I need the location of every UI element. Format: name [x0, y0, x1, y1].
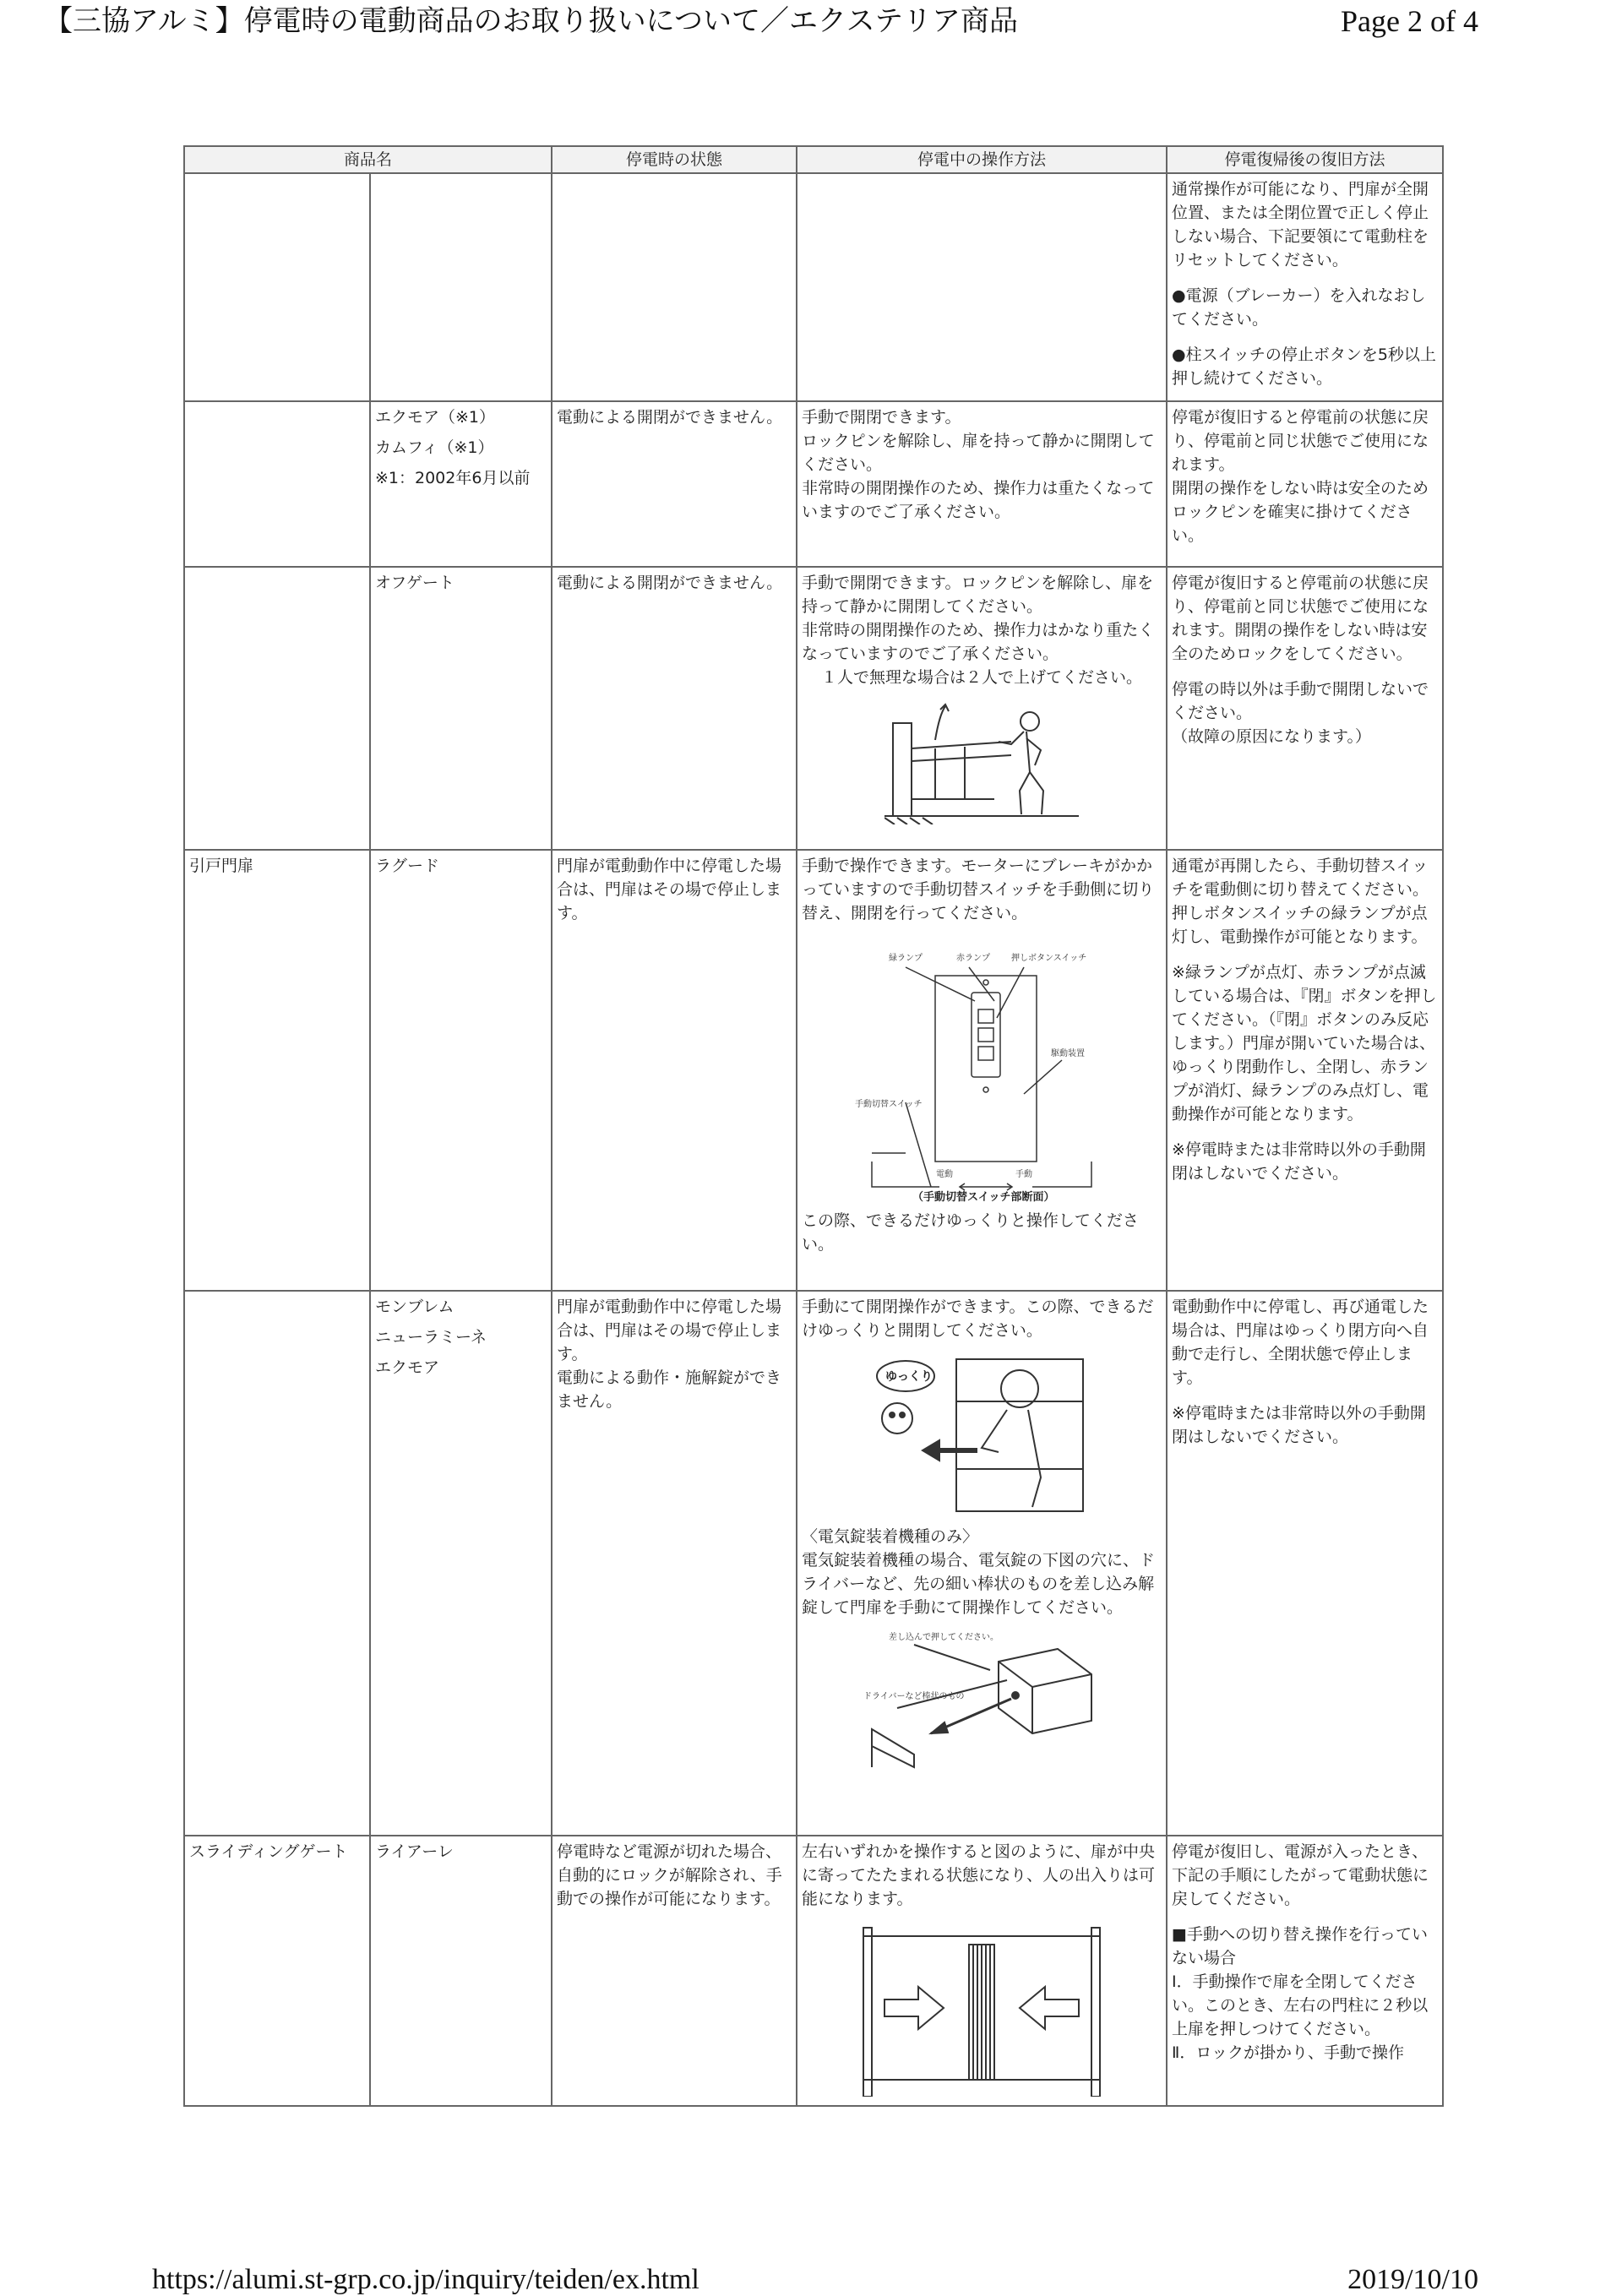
- recovery-cell: [1167, 567, 1443, 850]
- page-number: Page 2 of 4: [1341, 4, 1478, 38]
- recovery-steps: ■手動への切り替え操作を行っていない場合 Ⅰ．手動操作で扉を全閉してください。このとき、左右の門柱に２秒以上扉を押しつけてください。 Ⅱ．ロックが掛かり、手動で操作: [1172, 1925, 1429, 2062]
- name-cell: ラグード: [370, 850, 552, 1291]
- figure-label-green-lamp: 緑ランプ: [889, 954, 923, 963]
- gate-lifting-illustration: [884, 698, 1079, 824]
- name-cell: オフゲート: [370, 567, 552, 850]
- product-name: モンブレム: [375, 1298, 454, 1316]
- header-recovery-method: 停電復帰後の復旧方法: [1167, 146, 1443, 173]
- recovery-text: ※緑ランプが点灯、赤ランプが点滅している場合は、『閉』ボタンを押してください。（『閉』ボタンのみ反応します。）門扉が開いていた場合は、ゆっくり閉動作し、全閉し、赤ランプが消灯、緑ランプのみ点灯し、電動操作が可能となります。: [1172, 963, 1437, 1124]
- figure-label-drive-unit: 駆動装置: [1051, 1049, 1086, 1058]
- product-name: カムフィ（※1）: [375, 438, 494, 457]
- product-name: エクモア: [375, 1358, 440, 1377]
- operation-cell: [797, 1291, 1167, 1836]
- state-text: 門扉が電動動作中に停電した場合は、門扉はその場で停止します。 電動による動作・施解錠ができません。: [557, 1298, 782, 1411]
- recovery-cell: [1167, 1836, 1443, 2106]
- state-cell: 電動による開閉ができません。: [552, 401, 797, 567]
- table-row: [184, 1291, 1443, 1836]
- recovery-cell: [1167, 173, 1443, 401]
- state-cell: [552, 1291, 797, 1836]
- recovery-text: 通電が再開したら、手動切替スイッチを電動側に切り替えてください。押しボタンスイッチの緑ランプが点灯し、電動操作が可能となります。: [1172, 857, 1429, 946]
- figure-label-manual-switch: 手動切替スイッチ: [855, 1100, 923, 1109]
- header-outage-operation: 停電中の操作方法: [797, 146, 1167, 173]
- operation-note: この際、できるだけゆっくりと操作してください。: [802, 1211, 1139, 1254]
- electric-lock-illustration: [863, 1628, 1100, 1771]
- name-cell: [370, 401, 552, 567]
- footer-url: https://alumi.st-grp.co.jp/inquiry/teiden/ex.html: [152, 2264, 699, 2295]
- figure-label-insert: 差し込んで押してください。: [889, 1633, 999, 1642]
- figure-label-driver: ドライバーなど棒状のもの: [863, 1692, 965, 1701]
- recovery-cell: [1167, 401, 1443, 567]
- recovery-text: 停電が復旧し、電源が入ったとき、下記の手順にしたがって電動状態に戻してください。: [1172, 1842, 1429, 1908]
- speech-bubble-text: ゆっくり: [885, 1370, 933, 1384]
- figure-label-red-lamp: 赤ランプ: [956, 954, 991, 963]
- recovery-note: 停電の時以外は手動で開閉しないでください。 （故障の原因になります。）: [1172, 680, 1429, 746]
- category-cell: スライディングゲート: [184, 1836, 370, 2106]
- state-cell: 門扉が電動動作中に停電した場合は、門扉はその場で停止します。: [552, 850, 797, 1291]
- category-cell: [184, 173, 370, 401]
- table-header-row: [184, 146, 1443, 173]
- operation-cell: [797, 173, 1167, 401]
- recovery-cell: [1167, 1291, 1443, 1836]
- name-cell: ライアーレ: [370, 1836, 552, 2106]
- operation-text: 左右いずれかを操作すると図のように、扉が中央に寄ってたたまれる状態になり、人の出入りは可能になります。: [802, 1842, 1156, 1908]
- name-cell: [370, 173, 552, 401]
- category-cell: 引戸門扉: [184, 850, 370, 1291]
- footer-date: 2019/10/10: [1347, 2264, 1478, 2295]
- category-cell: [184, 567, 370, 850]
- product-name: エクモア（※1）: [375, 408, 496, 427]
- lock-note: 〈電気錠装着機種のみ〉 電気錠装着機種の場合、電気錠の下図の穴に、ドライバーなど、先の細い棒状のものを差し込み解錠して門扉を手動にて開操作してください。: [802, 1527, 1156, 1617]
- name-cell: [370, 1291, 552, 1836]
- figure-label-electric: 電動: [936, 1170, 954, 1179]
- operation-text: 手動で操作できます。モーターにブレーキがかかっていますので手動切替スイッチを手動側に切り替え、開閉を行ってください。: [802, 857, 1155, 922]
- table-row: [184, 1836, 1443, 2106]
- recovery-text: 停電が復旧すると停電前の状態に戻り、停電前と同じ状態でご使用になれます。 開閉の操作をしない時は安全のためロックピンを確実に掛けてください。: [1172, 408, 1429, 545]
- recovery-text: ●電源（ブレーカー）を入れなおしてください。: [1172, 286, 1426, 329]
- recovery-text: 電動動作中に停電し、再び通電した場合は、門扉はゆっくり閉方向へ自動で走行し、全閉状態で停止します。: [1172, 1298, 1429, 1387]
- state-cell: 電動による開閉ができません。: [552, 567, 797, 850]
- operation-note: １人で無理な場合は２人で上げてください。: [821, 668, 1143, 687]
- figure-caption: （手動切替スイッチ部断面）: [912, 1191, 1055, 1204]
- operation-cell: [797, 567, 1167, 850]
- product-name: ニューラミーネ: [375, 1328, 487, 1347]
- figure-label-manual: 手動: [1015, 1170, 1033, 1179]
- manual-switch-diagram: [855, 933, 1108, 1204]
- recovery-text: ※停電時または非常時以外の手動開閉はしないでください。: [1172, 1140, 1426, 1183]
- recovery-text: 通常操作が可能になり、門扉が全開位置、または全閉位置で正しく停止しない場合、下記要領にて電動柱をリセットしてください。: [1172, 180, 1429, 269]
- category-cell: [184, 1291, 370, 1836]
- recovery-text: ●柱スイッチの停止ボタンを5秒以上押し続けてください。: [1172, 345, 1436, 388]
- header-product-name: 商品名: [184, 146, 552, 173]
- document-title: 【三協アルミ】停電時の電動商品のお取り扱いについて／エクステリア商品: [44, 4, 1018, 38]
- recovery-text: ※停電時または非常時以外の手動開閉はしないでください。: [1172, 1404, 1426, 1446]
- sliding-gate-illustration: [859, 1919, 1104, 2097]
- category-cell: [184, 401, 370, 567]
- table-row: [184, 401, 1443, 567]
- recovery-text: 停電が復旧すると停電前の状態に戻り、停電前と同じ状態でご使用になれます。開閉の操作をしない時は安全のためロックをしてください。: [1172, 574, 1429, 663]
- table-row: [184, 567, 1443, 850]
- operation-text: 手動にて開閉操作ができます。この際、できるだけゆっくりと開閉してください。: [802, 1298, 1154, 1340]
- table-row: [184, 850, 1443, 1291]
- operation-cell: [797, 850, 1167, 1291]
- figure-label-push-switch: 押しボタンスイッチ: [1011, 954, 1087, 963]
- recovery-cell: [1167, 850, 1443, 1291]
- product-table: [183, 145, 1444, 2107]
- manual-opening-illustration: [872, 1351, 1091, 1520]
- header-outage-state: 停電時の状態: [552, 146, 797, 173]
- operation-text: 手動で開閉できます。 ロックピンを解除し、扉を持って静かに開閉してください。 非常時の開閉操作のため、操作力は重たくなっていますのでご了承ください。: [802, 408, 1155, 521]
- operation-text: 手動で開閉できます。ロックピンを解除し、扉を持って静かに開閉してください。 非常時の開閉操作のため、操作力はかなり重たくなっていますのでご了承ください。: [802, 574, 1155, 663]
- operation-cell: [797, 401, 1167, 567]
- state-cell: 停電時など電源が切れた場合、自動的にロックが解除され、手動での操作が可能になります。: [552, 1836, 797, 2106]
- product-note: ※1：2002年6月以前: [375, 469, 531, 487]
- state-cell: [552, 173, 797, 401]
- table-row: [184, 173, 1443, 401]
- operation-cell: [797, 1836, 1167, 2106]
